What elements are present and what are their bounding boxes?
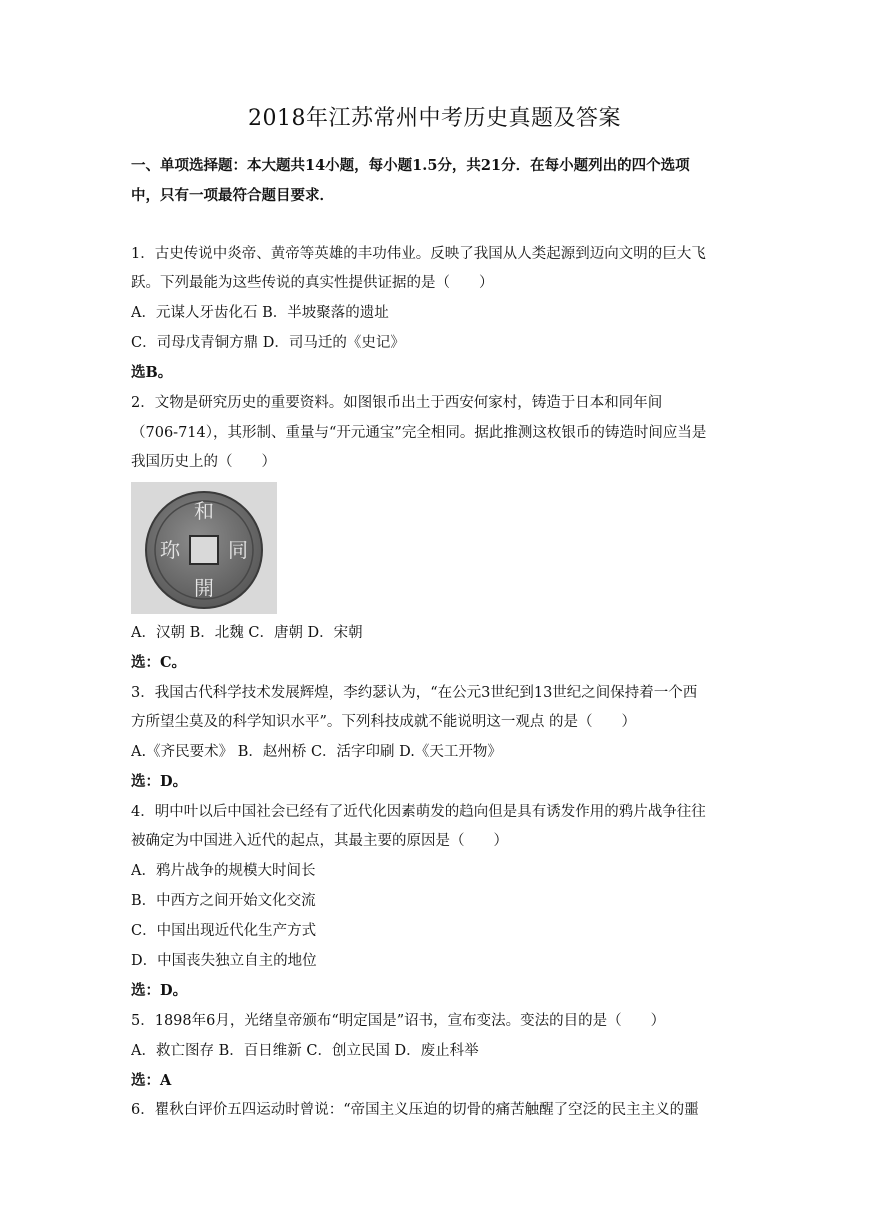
- coin-char-bottom: 開: [194, 576, 214, 600]
- q5-answer: 选：A: [131, 1072, 172, 1089]
- q4-option-d: D．中国丧失独立自主的地位: [131, 953, 317, 969]
- q6-stem-line-1: 6．瞿秋白评价五四运动时曾说：“帝国主义压迫的切骨的痛苦触醒了空泛的民主主义的噩: [131, 1102, 699, 1118]
- q3-stem-line-2: 方所望尘莫及的科学知识水平”。下列科技成就不能说明这一观点 的是（ ）: [131, 714, 637, 730]
- q2-stem-line-1: 2．文物是研究历史的重要资料。如图银币出土于西安何家村，铸造于日本和同年间: [131, 395, 663, 411]
- coin-char-left: 珎: [160, 538, 180, 562]
- q3-answer: 选：D。: [131, 773, 188, 790]
- coin-image: [131, 482, 277, 614]
- coin-illustration: [131, 482, 277, 614]
- section-heading-line-2: 中，只有一项最符合题目要求．: [131, 187, 334, 204]
- q3-stem-line-1: 3．我国古代科学技术发展辉煌，李约瑟认为，“在公元3世纪到13世纪之间保持着一个西: [131, 685, 698, 701]
- q2-options: A．汉朝 B．北魏 C．唐朝 D．宋朝: [131, 625, 363, 641]
- q5-stem-line-1: 5．1898年6月，光绪皇帝颁布“明定国是”诏书，宣布变法。变法的目的是（ ）: [131, 1013, 666, 1029]
- section-heading-line-1: 一、单项选择题：本大题共14小题，每小题1.5分，共21分．在每小题列出的四个选项: [131, 157, 690, 174]
- q4-stem-line-1: 4．明中叶以后中国社会已经有了近代化因素萌发的趋向但是具有诱发作用的鸦片战争往往: [131, 804, 706, 820]
- coin-char-top: 和: [194, 499, 214, 523]
- q1-answer: 选B。: [131, 364, 173, 381]
- q1-options-line-2: C．司母戊青铜方鼎 D．司马迁的《史记》: [131, 335, 405, 351]
- q1-options-line-1: A．元谋人牙齿化石 B．半坡聚落的遗址: [131, 305, 389, 321]
- q4-answer: 选：D。: [131, 982, 188, 999]
- q5-options: A．救亡图存 B．百日维新 C．创立民国 D．废止科举: [131, 1043, 479, 1059]
- q4-option-c: C．中国出现近代化生产方式: [131, 923, 317, 939]
- q2-stem-line-2: （706-714），其形制、重量与“开元通宝”完全相同。据此推测这枚银币的铸造时间应当是: [131, 425, 707, 441]
- q2-stem-line-3: 我国历史上的（ ）: [131, 454, 276, 470]
- q1-stem-line-1: 1．古史传说中炎帝、黄帝等英雄的丰功伟业。反映了我国从人类起源到迈向文明的巨大飞: [131, 246, 706, 262]
- q4-option-b: B．中西方之间开始文化交流: [131, 893, 316, 909]
- q2-answer: 选：C。: [131, 654, 187, 671]
- q4-option-a: A．鸦片战争的规模大时间长: [131, 863, 316, 879]
- document-title: 2018年江苏常州中考历史真题及答案: [248, 106, 621, 131]
- q1-stem-line-2: 跃。下列最能为这些传说的真实性提供证据的是（ ）: [131, 275, 494, 291]
- q4-stem-line-2: 被确定为中国进入近代的起点，其最主要的原因是（ ）: [131, 833, 508, 849]
- coin-char-right: 同: [228, 538, 248, 562]
- q3-options: A.《齐民要术》 B．赵州桥 C．活字印刷 D.《天工开物》: [131, 744, 502, 760]
